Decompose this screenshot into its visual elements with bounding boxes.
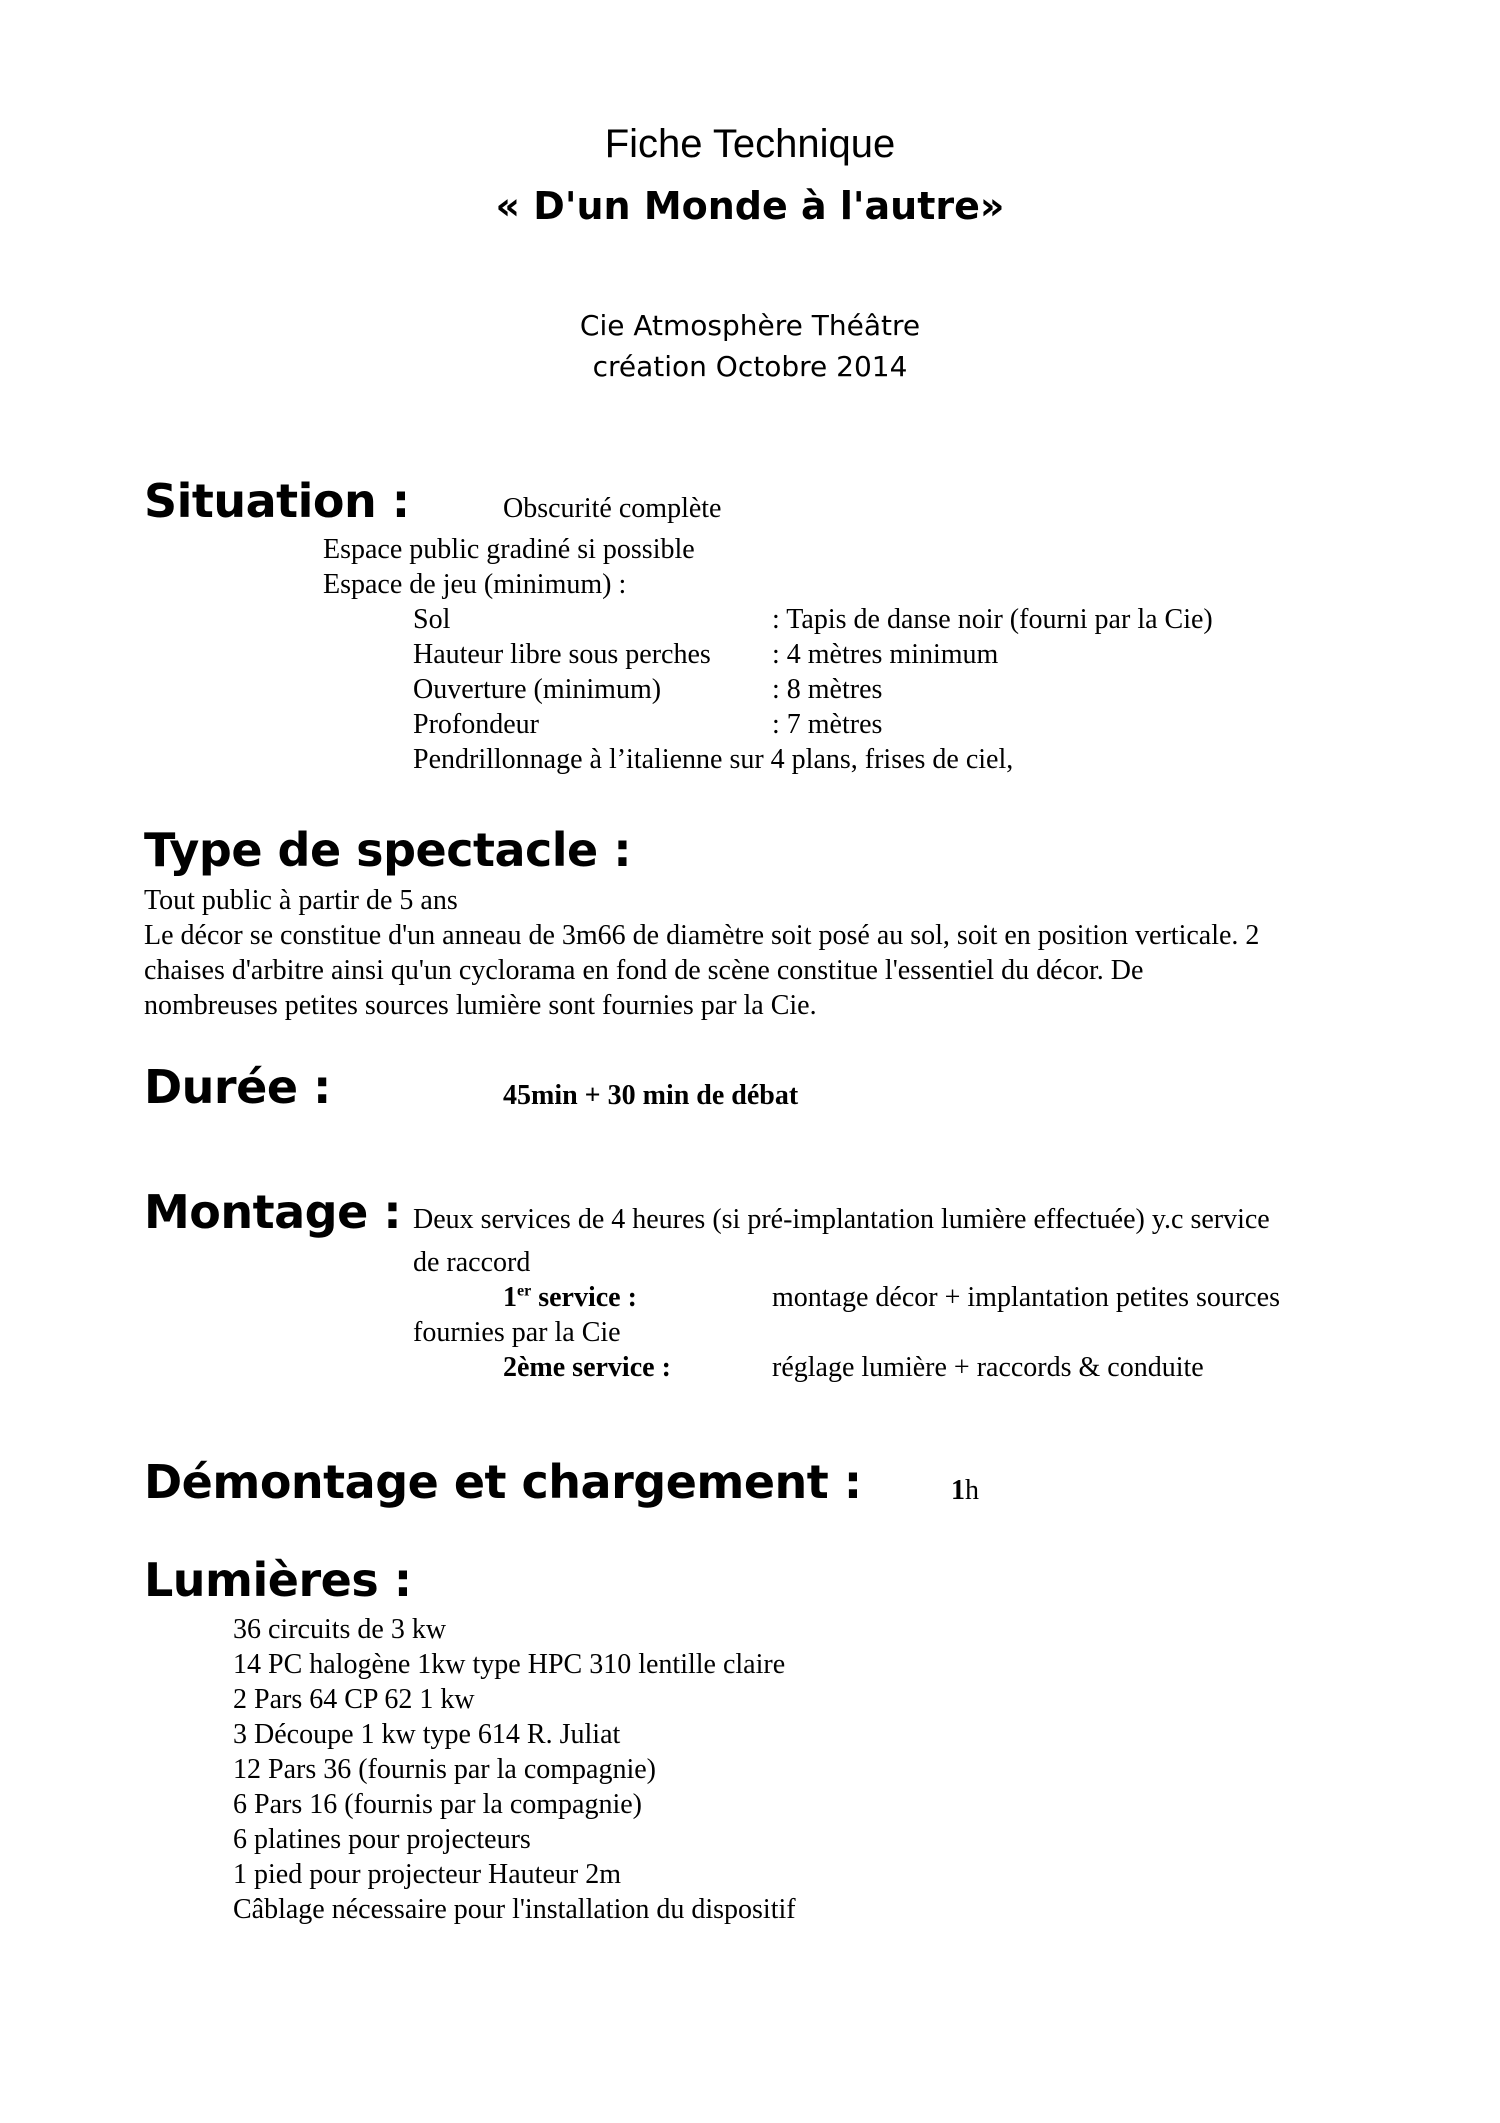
service1-cont: fournies par la Cie bbox=[413, 1317, 621, 1348]
lumieres-heading: Lumières : bbox=[144, 1553, 412, 1607]
lumieres-item: Câblage nécessaire pour l'installation du dispositif bbox=[233, 1894, 796, 1925]
duree-heading: Durée : bbox=[144, 1060, 331, 1114]
stage-space-intro: Espace de jeu (minimum) : bbox=[323, 569, 627, 600]
spec-label: Ouverture (minimum) bbox=[413, 674, 662, 705]
montage-heading: Montage : bbox=[144, 1185, 402, 1239]
masking-note: Pendrillonnage à l’italienne sur 4 plans, frises de ciel, bbox=[413, 744, 1014, 775]
spec-label: Hauteur libre sous perches bbox=[413, 639, 711, 670]
lumieres-item: 14 PC halogène 1kw type HPC 310 lentille claire bbox=[233, 1649, 786, 1680]
service1-value: montage décor + implantation petites sources bbox=[772, 1282, 1280, 1313]
situation-lighting: Obscurité complète bbox=[503, 493, 722, 524]
demontage-value: 1h bbox=[951, 1475, 979, 1506]
lumieres-item: 1 pied pour projecteur Hauteur 2m bbox=[233, 1859, 621, 1890]
company-name: Cie Atmosphère Théâtre bbox=[579, 309, 921, 342]
spec-value: : 7 mètres bbox=[772, 709, 883, 740]
spec-label: Profondeur bbox=[413, 709, 539, 740]
service2-value: réglage lumière + raccords & conduite bbox=[772, 1352, 1204, 1383]
spec-label: Sol bbox=[413, 604, 451, 635]
lumieres-item: 36 circuits de 3 kw bbox=[233, 1614, 447, 1645]
lumieres-item: 6 Pars 16 (fournis par la compagnie) bbox=[233, 1789, 642, 1820]
spectacle-heading: Type de spectacle : bbox=[144, 823, 632, 877]
situation-heading: Situation : bbox=[144, 474, 410, 528]
spec-value: : 4 mètres minimum bbox=[772, 639, 999, 670]
spectacle-audience: Tout public à partir de 5 ans bbox=[144, 885, 458, 916]
lumieres-item: 3 Découpe 1 kw type 614 R. Juliat bbox=[233, 1719, 621, 1750]
lumieres-item: 6 platines pour projecteurs bbox=[233, 1824, 531, 1855]
lumieres-item: 12 Pars 36 (fournis par la compagnie) bbox=[233, 1754, 656, 1785]
creation-date: création Octobre 2014 bbox=[592, 350, 908, 383]
description-line: Le décor se constitue d'un anneau de 3m66 de diamètre soit posé au sol, soit en position verticale. 2 bbox=[144, 920, 1260, 951]
montage-intro: Deux services de 4 heures (si pré-implantation lumière effectuée) y.c service bbox=[413, 1204, 1270, 1235]
description-line: nombreuses petites sources lumière sont fournies par la Cie. bbox=[144, 990, 817, 1021]
duree-value: 45min + 30 min de débat bbox=[503, 1080, 799, 1111]
situation-audience: Espace public gradiné si possible bbox=[323, 534, 695, 565]
montage-intro-cont: de raccord bbox=[413, 1247, 531, 1278]
spec-value: : 8 mètres bbox=[772, 674, 883, 705]
description-line: chaises d'arbitre ainsi qu'un cyclorama en fond de scène constitue l'essentiel du décor. De bbox=[144, 955, 1144, 986]
show-title: « D'un Monde à l'autre» bbox=[495, 184, 1005, 228]
lumieres-item: 2 Pars 64 CP 62 1 kw bbox=[233, 1684, 475, 1715]
service2-label: 2ème service : bbox=[503, 1352, 671, 1383]
spec-value: : Tapis de danse noir (fourni par la Cie) bbox=[772, 604, 1213, 635]
service1-label: 1er service : bbox=[503, 1282, 637, 1313]
demontage-heading: Démontage et chargement : bbox=[144, 1455, 862, 1509]
document-title: Fiche Technique bbox=[604, 122, 896, 166]
